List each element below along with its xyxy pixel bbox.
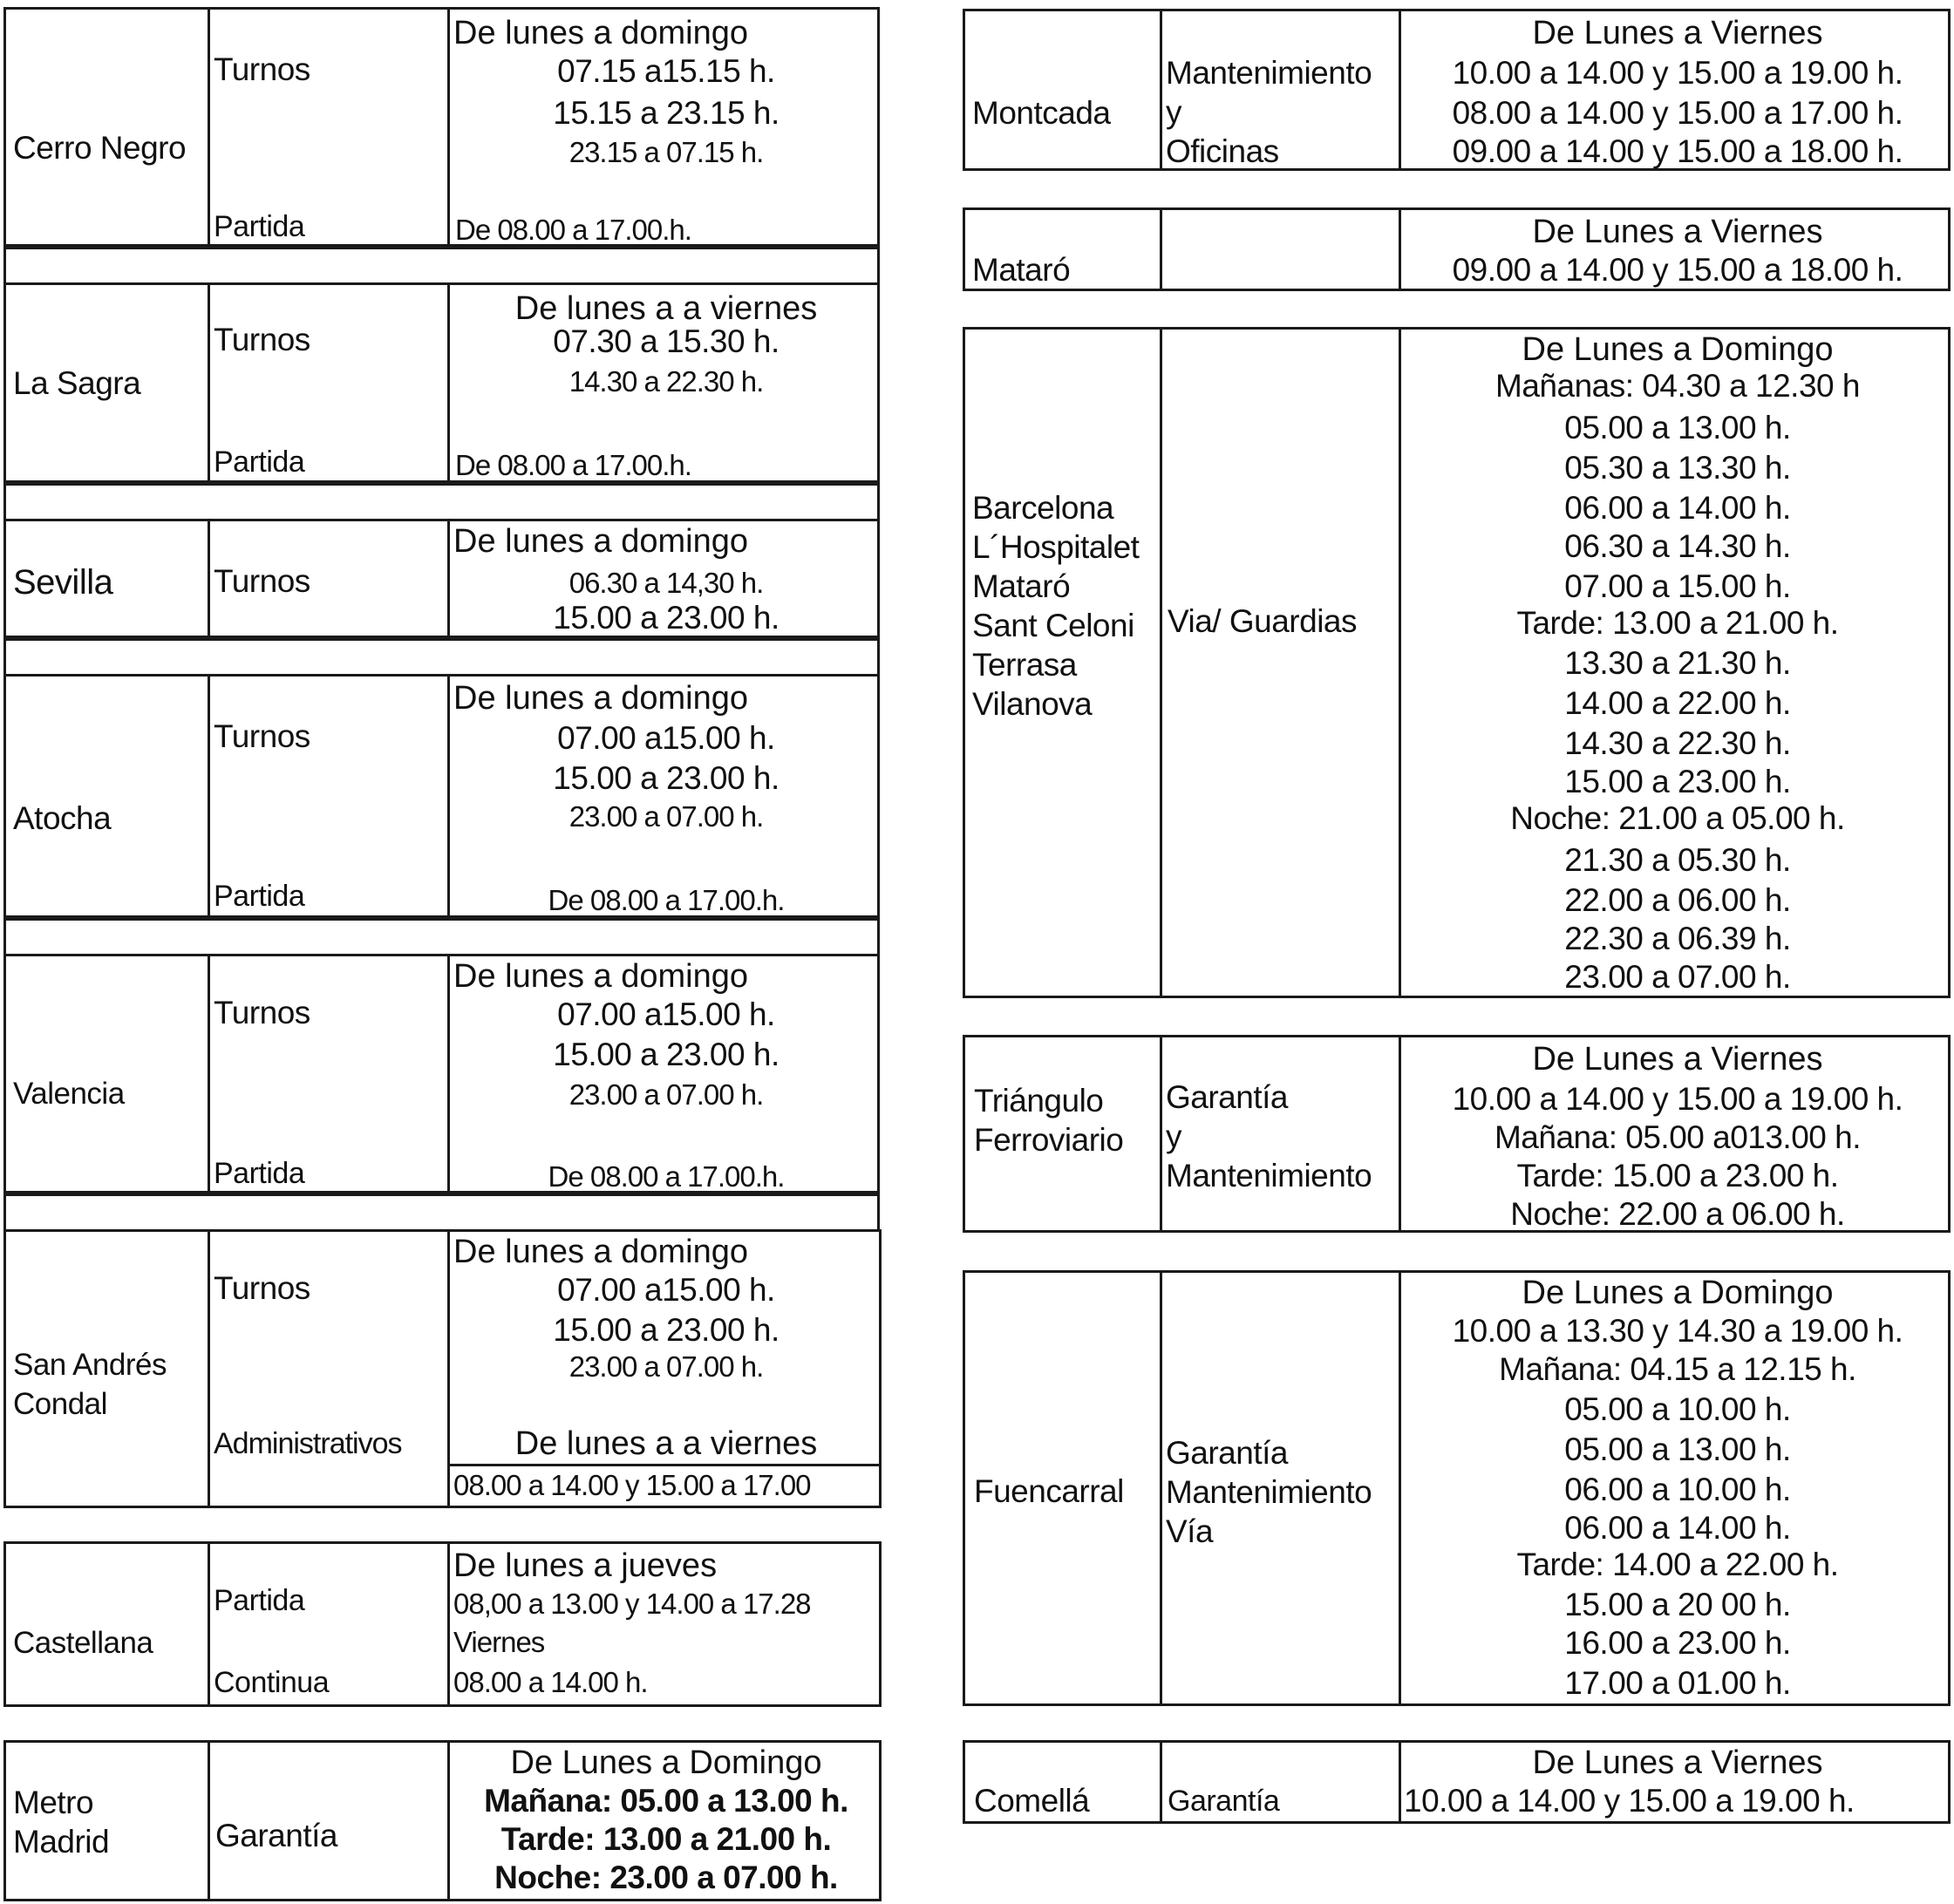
location-name: Mataró: [972, 252, 1071, 288]
shift-line: 23.15 a 07.15 h.: [568, 136, 764, 168]
shift-line: 14.30 a 22.30 h.: [568, 365, 764, 398]
shift-line: Tarde: 14.00 a 22.00 h.: [1516, 1547, 1839, 1582]
shift-line: Tarde: 13.00 a 21.00 h.: [500, 1821, 832, 1857]
location-name: Sevilla: [13, 563, 113, 602]
shift-line: Mañana: 05.00 a013.00 h.: [1494, 1119, 1862, 1155]
table-triangulo-ferroviario: [963, 1035, 1951, 1233]
shift-line: 10.00 a 13.30 y 14.30 a 19.00 h.: [1452, 1313, 1903, 1349]
shift-line: 23.00 a 07.00 h.: [568, 800, 764, 833]
schedule-header: De Lunes a Viernes: [1532, 15, 1823, 51]
shift-line: 09.00 a 14.00 y 15.00 a 18.00 h.: [1452, 133, 1903, 169]
shift-line: Mañana: 05.00 a 13.00 h.: [484, 1783, 848, 1819]
row-separator: [3, 638, 880, 677]
schedule-header: De lunes a domingo: [453, 523, 748, 560]
location-name: Fuencarral: [974, 1473, 1124, 1509]
shift-line: 16.00 a 23.00 h.: [1564, 1625, 1791, 1661]
shift-line: 07.00 a15.00 h.: [557, 996, 775, 1032]
partida-label: Partida: [214, 210, 305, 243]
location-name: Montcada: [972, 95, 1111, 131]
shift-line: Mañanas: 04.30 a 12.30 h: [1495, 368, 1860, 404]
shift-line: 15.00 a 23.00 h.: [553, 1037, 780, 1072]
schedule-header: De lunes a domingo: [453, 680, 748, 717]
location-name: San Andrés Condal: [13, 1348, 167, 1421]
location-name: Cerro Negro: [13, 130, 187, 166]
table-atocha: [3, 674, 880, 918]
table-la-sagra: [3, 282, 880, 483]
shift-line: 06.00 a 14.00 h.: [1564, 1510, 1791, 1546]
shift-line: 22.30 a 06.39 h.: [1564, 921, 1791, 956]
turnos-label: Turnos: [214, 51, 310, 87]
shift-line: 15.15 a 23.15 h.: [553, 95, 780, 131]
shift-line: 07.30 a 15.30 h.: [553, 323, 780, 359]
partida-hours: De 08.00 a 17.00.h.: [455, 214, 691, 246]
shift-line: Mañana: 04.15 a 12.15 h.: [1499, 1351, 1856, 1387]
shift-line: 09.00 a 14.00 y 15.00 a 18.00 h.: [1452, 252, 1903, 288]
shift-line: Noche: 23.00 a 07.00 h.: [494, 1860, 838, 1895]
location-name: Metro Madrid: [13, 1785, 110, 1860]
turnos-label: Turnos: [214, 995, 310, 1030]
shift-line: 13.30 a 21.30 h.: [1564, 645, 1791, 681]
row-separator: [3, 918, 880, 956]
schedule-header: De lunes a domingo: [453, 15, 748, 51]
turnos-label: Turnos: [214, 718, 310, 754]
table-metro-madrid: [3, 1740, 882, 1901]
shift-line: 15.00 a 23.00 h.: [553, 760, 780, 796]
partida-label: Partida: [214, 880, 305, 913]
schedule-header: De Lunes a Domingo: [1522, 331, 1834, 368]
schedule-header: De Lunes a Viernes: [1532, 1041, 1823, 1078]
shift-line: 08.00 a 14.00 y 15.00 a 17.00 h.: [1452, 95, 1903, 131]
admin-header: De lunes a a viernes: [514, 1425, 818, 1462]
shift-line: 07.00 a 15.00 h.: [1564, 568, 1791, 604]
shift-line: 23.00 a 07.00 h.: [1564, 959, 1791, 995]
shift-line: Noche: 22.00 a 06.00 h.: [1510, 1196, 1845, 1232]
row-separator: [3, 483, 880, 521]
partida-hours: De 08.00 a 17.00.h.: [548, 1160, 785, 1193]
shift-line: 15.00 a 23.00 h.: [553, 1312, 780, 1348]
location-name: Castellana: [13, 1626, 153, 1660]
shift-line: 15.00 a 23.00 h.: [553, 600, 780, 636]
schedule-line: Viernes: [453, 1626, 545, 1658]
shift-line: 14.00 a 22.00 h.: [1564, 685, 1791, 721]
shift-line: 15.00 a 20 00 h.: [1564, 1587, 1791, 1622]
table-valencia: [3, 954, 880, 1193]
location-name: Comellá: [974, 1783, 1090, 1819]
location-name: La Sagra: [13, 365, 141, 401]
shift-line: 05.00 a 13.00 h.: [1564, 1431, 1791, 1467]
type-label: Via/ Guardias: [1168, 603, 1357, 639]
shift-line: 21.30 a 05.30 h.: [1564, 842, 1791, 878]
row-separator: [3, 247, 880, 285]
shift-line: 15.00 a 23.00 h.: [1564, 764, 1791, 799]
shift-line: 10.00 a 14.00 y 15.00 a 19.00 h.: [1404, 1783, 1855, 1819]
shift-line: 05.00 a 10.00 h.: [1564, 1391, 1791, 1427]
table-montcada: [963, 9, 1951, 171]
schedule-header: De Lunes a Domingo: [1522, 1275, 1834, 1311]
shift-line: 07.00 a15.00 h.: [557, 720, 775, 756]
table-san-andres-condal: [3, 1229, 882, 1508]
schedule-header: De lunes a domingo: [453, 1234, 748, 1270]
partida-hours: De 08.00 a 17.00.h.: [455, 449, 691, 481]
row-separator: [3, 1193, 880, 1232]
location-name: Barcelona L´Hospitalet Mataró Sant Celoni Terrasa Vilanova: [972, 490, 1140, 722]
schedule-header: De lunes a domingo: [453, 958, 748, 995]
continua-label: Continua: [214, 1666, 330, 1699]
shift-line: 17.00 a 01.00 h.: [1564, 1665, 1791, 1701]
table-mataro: [963, 207, 1951, 291]
table-sevilla: [3, 519, 880, 638]
shift-line: Noche: 21.00 a 05.00 h.: [1510, 800, 1845, 836]
table-castellana: [3, 1541, 882, 1707]
admin-label: Administrativos: [214, 1427, 402, 1460]
shift-line: Tarde: 15.00 a 23.00 h.: [1516, 1158, 1839, 1193]
schedule-header: De lunes a a viernes: [514, 290, 818, 327]
shift-line: 05.30 a 13.30 h.: [1564, 450, 1791, 486]
location-name: Valencia: [13, 1077, 125, 1111]
table-fuencarral: [963, 1270, 1951, 1706]
location-name: Triángulo Ferroviario: [974, 1083, 1124, 1158]
partida-hours: De 08.00 a 17.00.h.: [548, 884, 785, 916]
shift-line: 23.00 a 07.00 h.: [568, 1078, 764, 1111]
shift-line: 10.00 a 14.00 y 15.00 a 19.00 h.: [1452, 55, 1903, 91]
shift-line: 06.00 a 10.00 h.: [1564, 1472, 1791, 1507]
turnos-label: Turnos: [214, 563, 310, 599]
shift-line: Tarde: 13.00 a 21.00 h.: [1516, 605, 1839, 641]
type-label: Mantenimiento y Oficinas: [1166, 55, 1372, 169]
schedule-line: 08,00 a 13.00 y 14.00 a 17.28: [453, 1588, 811, 1620]
shift-line: 06.30 a 14,30 h.: [568, 567, 764, 599]
table-cerro-negro: [3, 7, 880, 247]
shift-line: 07.00 a15.00 h.: [557, 1272, 775, 1308]
shift-line: 07.15 a15.15 h.: [557, 53, 775, 89]
type-label: Garantía y Mantenimiento: [1166, 1079, 1372, 1193]
shift-line: 23.00 a 07.00 h.: [568, 1350, 764, 1383]
schedule-line: De lunes a jueves: [453, 1547, 718, 1584]
table-barcelona: [963, 327, 1951, 998]
shift-line: 10.00 a 14.00 y 15.00 a 19.00 h.: [1452, 1081, 1903, 1117]
shift-line: 06.30 a 14.30 h.: [1564, 528, 1791, 564]
type-label: Garantía: [215, 1818, 337, 1853]
partida-label: Partida: [214, 1584, 305, 1617]
shift-line: 14.30 a 22.30 h.: [1564, 725, 1791, 761]
partida-label: Partida: [214, 445, 305, 479]
schedule-line: 08.00 a 14.00 h.: [453, 1666, 648, 1698]
partida-label: Partida: [214, 1157, 305, 1190]
location-name: Atocha: [13, 800, 112, 836]
shift-line: 22.00 a 06.00 h.: [1564, 882, 1791, 918]
schedule-header: De Lunes a Domingo: [510, 1744, 822, 1781]
shift-line: 06.00 a 14.00 h.: [1564, 490, 1791, 526]
type-label: Garantía Mantenimiento Vía: [1166, 1435, 1372, 1549]
shift-line: 05.00 a 13.00 h.: [1564, 410, 1791, 445]
turnos-label: Turnos: [214, 322, 310, 357]
table-comella: [963, 1740, 1951, 1824]
type-label: Garantía: [1168, 1785, 1280, 1818]
turnos-label: Turnos: [214, 1270, 310, 1306]
schedule-header: De Lunes a Viernes: [1532, 214, 1823, 250]
schedule-header: De Lunes a Viernes: [1532, 1744, 1823, 1781]
admin-hours: 08.00 a 14.00 y 15.00 a 17.00: [453, 1469, 811, 1501]
